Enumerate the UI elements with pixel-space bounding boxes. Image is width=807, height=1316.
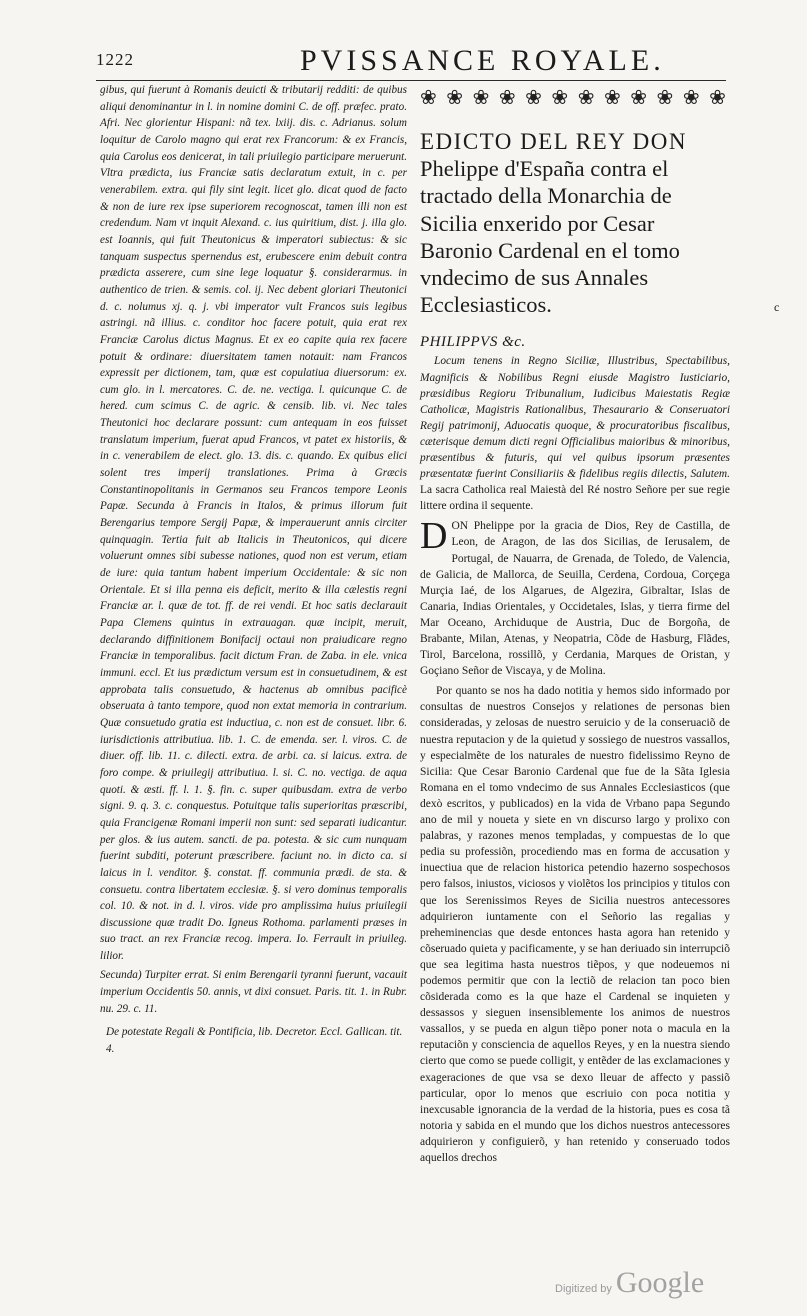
digitized-watermark <box>555 1266 704 1300</box>
running-title: PVISSANCE ROYALE. <box>300 44 665 77</box>
ornament-band <box>420 86 726 110</box>
google-logo: Google <box>615 1266 705 1299</box>
edict-title-lead: EDICTO DEL REY DON <box>420 129 687 154</box>
page-number: 1222 <box>96 50 134 69</box>
left-column <box>100 82 407 1058</box>
header-rule <box>96 80 726 81</box>
edict-paragraph-1-text: ON Phelippe por la gracia de Dios, Rey de Castilla, de Leon, de Aragon, de las dos Sicilias, de Ierusalem, de Portugal, de Nauarra, de Grenada, de Toledo, de Valencia, de Galicia, de Mallorca, de Seuilla, Cerdena, Cordoua, Corçega Murçia Iaé, de los Algarues, de Algezira, Gibraltar, Islas de Canaria, Indias Orientales, y Occidetales, Islas, y tierra firme del Mar Oceano, Archiduque de Austria, Duc de Borgoña, de Brabante, Milan, Atenas, y Neopatria, Cõde de Hasburg, Flãdes, Tirol, Barcelona, rossillõ, y Cerdania, Marques de Oristan, y Goçiano Señor de Viscaya, y de Molina. <box>420 520 730 678</box>
left-column-note: Secunda) Turpiter errat. Si enim Berengarii tyranni fuerunt, vacauit imperium Occidentis 50. annis, vt dixi consuet. Paris. tit. 1. in Rubr. nu. 29. c. 11. <box>100 968 407 1015</box>
ornament-flower-icon: ❀ <box>709 87 726 109</box>
watermark-prefix: Digitized by <box>555 1283 612 1295</box>
ornament-flower-icon: ❀ <box>420 87 437 109</box>
ornament-flower-icon: ❀ <box>630 87 648 109</box>
edict-paragraph-2: Por quanto se nos ha dado notitia y hemos sido informado por consultas de nuestros Consejos y relationes de personas bien consideradas, y zelosas de nuestro seruicio y de la conseruaciõ de nuestra reputacion y de la quietud y sossiego de nuestros vassallos, y especialmẽte de los naturales de nuestro fidelissimo Reyno de Sicilia: Que Cesar Baronio Cardenal que fue de la Sãta Iglesia Romana en el tomo vndecimo de sus Annales Ecclesiasticos (que dexò escritos, y publicados) en la vida de Vrbano papa Segundo ano de mil y noueta y siete en vn discurso largo y prolixo con palabras, y razones menos templadas, y compuestas de lo que pedia su professiõn, procediendo mas en forma de accusation y inuectiua que de relacion historica petendio hazerno sospechosos pero falsos, iniustos, viciosos y violẽtos los principios y titulos con que los Serenissimos Reyes de Sicilia nuestros antecessores adquirieron iuntamente con el Señorio las regalias y preheminencias que desde entonces hasta agora han retenido y cõseruado quieta y pacificamente, y se han deriuado sin interrupciõ que sea legitima hasta nuestros tiẽpos, y que nodeuemos ni podemos permitir que con la lectiõ de relacion tan poco bien cõsiderada como es la que haze el Cardenal se inquieten y dessassos y sieguen insensiblemente los animos de nuestros vassallos, y se pueda en algun tiẽpo poner nota o macula en la reputaciõn y consciencia de aquellos Reyes, y en la nuestra siendo cierto que como se puede colligit, y entẽder de las exclamaciones y exageraciones de que vsa se dexo lleuar de affecto y passiõ particular, opor lo menos que escriuio con poca notitia y inexcusable ignorancia de la verdad de la historia, pues es cosa tã notoria y sabida en el mundo que los dichos nuestros antecessores adquirieron y configuierõ, y han retenido y conseruado todos aquellos drechos <box>420 685 730 1165</box>
edict-title <box>420 128 730 318</box>
ornament-flower-icon: ❀ <box>551 87 569 109</box>
ornament-flower-icon: ❀ <box>525 87 542 109</box>
dropcap-letter: D <box>420 515 448 558</box>
left-column-reference: De potestate Regali & Pontificia, lib. Decretor. Eccl. Gallican. tit. 4. <box>106 1025 403 1055</box>
addressee: PHILIPPVS &c. <box>420 334 526 351</box>
dedication <box>420 353 730 514</box>
dedication-latin: Locum tenens in Regno Siciliæ, Illustribus, Spectabilibus, Magnificis & Nobilibus Regni eiusde Magistro Iusticiario, præsidibus Regioru Tribunalium, Iudicibus Maiestatis Regiæ Catholicæ, Magistris Rationalibus, Thesaurario & Conseruatori Regij patrimonij, Aduocatis quoque, & procuratoribus fiscalibus, cæterisque demum dicti regni Officialibus maioribus & minoribus, præsentibus & futuris, qui vel quibus ipsorum præsentes præsentatæ fuerint Consiliariis & fidelibus regiis dilectis, Salutem. <box>420 355 730 481</box>
dedication-tail: La sacra Catholica real Maiestà del Ré nostro Señore per sue regie littere ordina il sequente. <box>420 484 730 513</box>
ornament-flower-icon: ❀ <box>682 87 700 109</box>
right-column <box>420 82 730 1166</box>
left-column-body: gibus, qui fuerunt à Romanis deuicti & tributarij redditi: de quibus aliqui denominantur in l. in nomine domini C. de off. præfec. prato. Afri. Nec glorientur Hispani: nã tex. lxiij. dis. c. Adrianus. solum loquitur de Carolo magno qui erat rex Francorum: & ex Francis, quia Carolus eos denicerat, in tali priuilegio participare meruerunt. Vltra prædicta, ius Franciæ satis declaratum extuit, in c. per venerabilem. extra. qui fily sint legit. licet glo. dicat quod de facto & non de iure rex ipse superiorem recognoscat, tamen illi non est credendum. Nam vt inquit Alexand. c. ius quiritium, dist. j. illa glo. est Ioannis, qui fuit Theutonicus & imperatori subiectus: & sic tanquam suspectus spernendus est, erubescere enim debuit contra prædicta asserere, cum sine lege loquatur §. considerarmus. in authentico de trien. & semis. col. ij. Nec debent gloriari Theutonici d. c. nolumus xj. q. j. vbi imperator vult Francos suis legibus astringi. nã illius. c. conditor hoc facere potuit, quia erat rex Franciæ Carolus dictus Magnus. Et ex eo capite quia rex facere potuit & ordinare: diuersitatem tamen notauit: nam Francos expressit per dictionem, tam, quæ est copulatiua diuersorum: ex. cum glo. in l. mercatores. C. de. ne. vectiga. l. quicunque C. de hered. cum scimus C. de agric. & censib. lib. vi. Nec tales Theutonici hoc declarare possunt: cum antequam in eos fuisset translatum imperium, fuerat apud Francos, vt patet ex historiis, & in c. venerabilem de elect. glo. 13. dis. c. quando. Ex quibus elici solent tres imperij translationes. Prima à Græcis Constantinopolitanis in Germanos seu Francos tempore Leonis Papæ. Secunda à Francis in Italos, & primus illorum fuit Berengarius tempore Sergij Papæ, & imperauerunt annis circiter quinquagin. Tertia fuit ab Italicis in Theutonicos, qui dicere voluerunt omnes sibi subesse nationes, quod non est verum, etiam de iure: quia tantum habent imperium Occidentale: & sic non Orientale. Et si illa penna eis deficit, merito & illa cælestis regni Franciæ ar. l. quæ de tot. ff. de rei vendi. Et hoc satis declarauit Papa Clemens quintus in extrauagan. quæ incipit, meruit, declarando diffinitionem Bonifacij octaui non praiudicare regno Franciæ in temporalibus. facit dictum Fran. de Zaba. in ele. vnica immuni. eccl. Et ius prædictum versum est in consuetudinem, & est approbata talis consuetudo, & hactenus ab omnibus pacificè obseruata à tanto tempore, quod non extat memoria in contrarium. Quæ consuetudo gratia est inductiua, c. non est de consuet. libr. 6. iurisdictionis attributiua. lib. 1. C. de emenda. ser. l. viros. C. de diuer. off. lib. 11. c. dilecti. extra. de arbi. ca. si laicus. extra. de foro compe. & priuilegij attributiua. l. si. C. no. vectiga. de aqua quoti. & æsti. ff. l. 1. §. fin. c. super quibusdam. extra de verbo signi. 9. q. 3. c. conquestus. Potuitque talis superioritas præscribi, quia Francigenæ Romani imperii non sunt: sed separati iudicantur. per glos. & ius autem. sancti. de pa. potesta. & sic cum nunquam fuerint subditi, poterunt præscribere. faciunt no. in dicto ca. si laicus in l. venditor. §. constat. ff. communia prædi. de sta. & consuetu. contra libertatem ecclesiæ. §. si vero dominus temporalis col. 10. & not. in d. l. viros. vide pro amplissima huius priuilegii discussione quæ tradit Do. Igneus Rothoma. parlamenti præses in suo tract. an rex Franciæ recog. impera. Io. Ferrault in priuileg. lilior. <box>100 84 407 963</box>
ornament-flower-icon: ❀ <box>577 87 595 109</box>
ornament-flower-icon: ❀ <box>446 87 464 109</box>
margin-mark: c <box>774 300 780 314</box>
ornament-flower-icon: ❀ <box>498 87 516 109</box>
ornament-flower-icon: ❀ <box>603 87 621 109</box>
ornament-flower-icon: ❀ <box>656 87 674 109</box>
edict-title-rest: Phelippe d'España contra el tractado della Monarchia de Sicilia enxerido por Cesar Baronio Cardenal en el tomo vndecimo de sus Annales Ecclesiasticos. <box>420 156 680 318</box>
edict-paragraph-1 <box>420 515 730 679</box>
ornament-flower-icon: ❀ <box>472 87 490 109</box>
